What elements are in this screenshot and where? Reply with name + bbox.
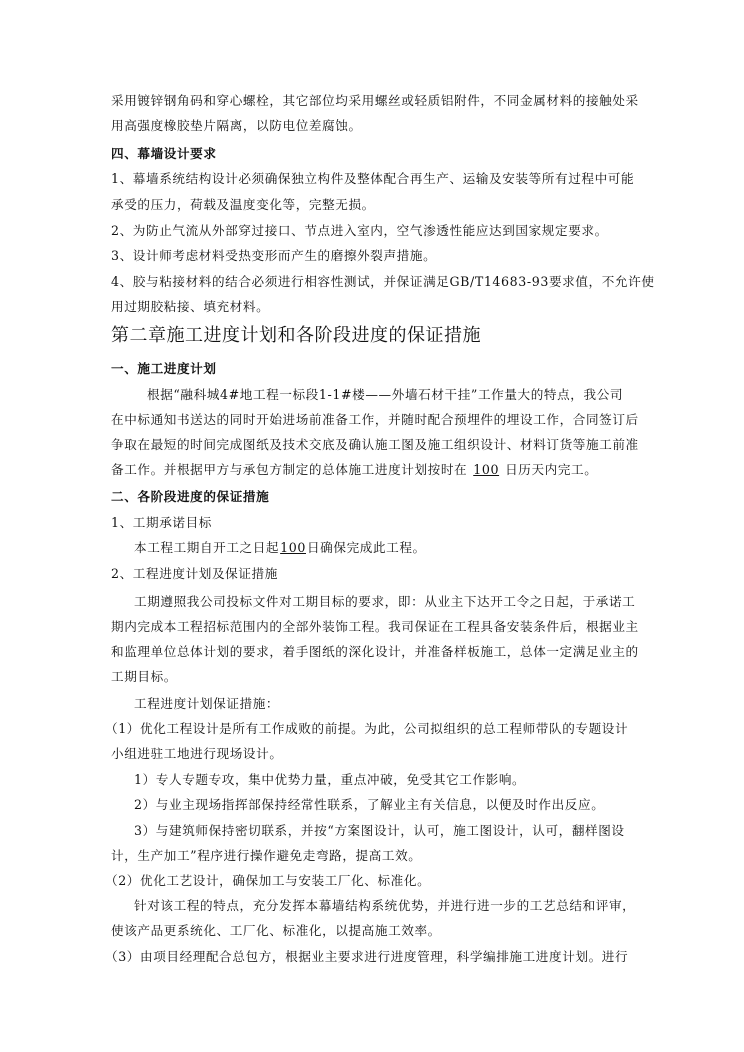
paragraph-line: （3）由项目经理配合总包方，根据业主要求进行进度管理，科学编排施工进度计划。进行 [105, 949, 629, 964]
paragraph-line: 2）与业主现场指挥部保持经常性联系，了解业主有关信息，以便及时作出反应。 [134, 797, 605, 812]
paragraph-line: 1、工期承诺目标 [111, 515, 212, 530]
paragraph-line: （1）优化工程设计是所有工作成败的前提。为此，公司拟组织的总工程师带队的专题设计 [105, 721, 629, 736]
chapter-title: 第二章施工进度计划和各阶段进度的保证措施 [111, 325, 481, 346]
paragraph-line: 使该产品更系统化、工厂化、标准化，以提高施工效率。 [111, 923, 441, 938]
paragraph-line: 和监理单位总体计划的要求，着手图纸的深化设计，并准备样板施工，总体一定满足业主的 [111, 644, 639, 659]
paragraph-line: 2、为防止气流从外部穿过接口、节点进入室内，空气渗透性能应达到国家规定要求。 [111, 223, 608, 238]
paragraph-line: 3）与建筑师保持密切联系，并按“方案图设计，认可，施工图设计，认可，翻样图设 [134, 823, 625, 838]
paragraph-line: 根据“融科城4#地工程一标段1-1#楼——外墙石材干挂”工作量大的特点，我公司 [147, 387, 624, 402]
paragraph-line: 3、设计师考虑材料受热变形而产生的磨擦外裂声措施。 [111, 248, 437, 263]
paragraph-line: 工期遵照我公司投标文件对工期目标的要求，即：从业主下达开工令之日起，于承诺工 [134, 594, 636, 609]
paragraph-line: 针对该工程的特点，充分发挥本幕墙结构系统优势，并进行进一步的工艺总结和评审， [134, 898, 636, 913]
paragraph-line: 在中标通知书送达的同时开始进场前准备工作，并随时配合预埋件的埋设工作，合同签订后 [111, 412, 639, 427]
paragraph-line: 计，生产加工”程序进行操作避免走弯路，提高工效。 [111, 848, 422, 863]
paragraph-line: （2）优化工艺设计，确保加工与安装工厂化、标准化。 [105, 873, 431, 888]
underlined-value: 100 [280, 540, 306, 555]
section-heading: 二、各阶段进度的保证措施 [111, 489, 270, 504]
paragraph-line: 采用镀锌钢角码和穿心螺栓，其它部位均采用螺丝或轻质铝附件，不同金属材料的接触处采 [111, 93, 639, 108]
paragraph-line: 期内完成本工程招标范围内的全部外装饰工程。我司保证在工程具备安装条件后，根据业主 [111, 619, 639, 634]
text-span: 日确保完成此工程。 [306, 540, 426, 555]
underlined-value: 100 [473, 462, 500, 477]
section-heading: 四、幕墙设计要求 [111, 146, 217, 161]
paragraph-line: 工程进度计划保证措施： [134, 696, 280, 711]
paragraph-line: 4、胶与粘接材料的结合必须进行相容性测试，并保证满足GB/T14683-93要求值，不允许使 [111, 274, 655, 289]
paragraph-line: 用过期胶粘接、填充材料。 [111, 299, 270, 314]
section-heading: 一、施工进度计划 [111, 361, 217, 376]
paragraph-line: 2、工程进度计划及保证措施 [111, 566, 278, 581]
paragraph-line: 工期目标。 [111, 669, 177, 684]
paragraph-line: 承受的压力，荷载及温度变化等，完整无损。 [111, 197, 375, 212]
paragraph-line [111, 463, 641, 477]
paragraph-line: 1）专人专题专攻，集中优势力量，重点冲破，免受其它工作影响。 [134, 772, 526, 787]
paragraph-line: 争取在最短的时间完成图纸及技术交底及确认施工图及施工组织设计、材料订货等施工前准 [111, 437, 639, 452]
text-span: 备工作。并根据甲方与承包方制定的总体施工进度计划按时在 [111, 462, 468, 477]
paragraph-line: 用高强度橡胶垫片隔离，以防电位差腐蚀。 [111, 118, 362, 133]
paragraph-line: 1、幕墙系统结构设计必须确保独立构件及整体配合再生产、运输及安装等所有过程中可能 [111, 171, 635, 186]
text-span: 本工程工期自开工之日起 [134, 540, 280, 555]
paragraph-line: 小组进驻工地进行现场设计。 [111, 746, 283, 761]
text-span: 日历天内完工。 [505, 462, 598, 477]
paragraph-line [134, 541, 664, 555]
